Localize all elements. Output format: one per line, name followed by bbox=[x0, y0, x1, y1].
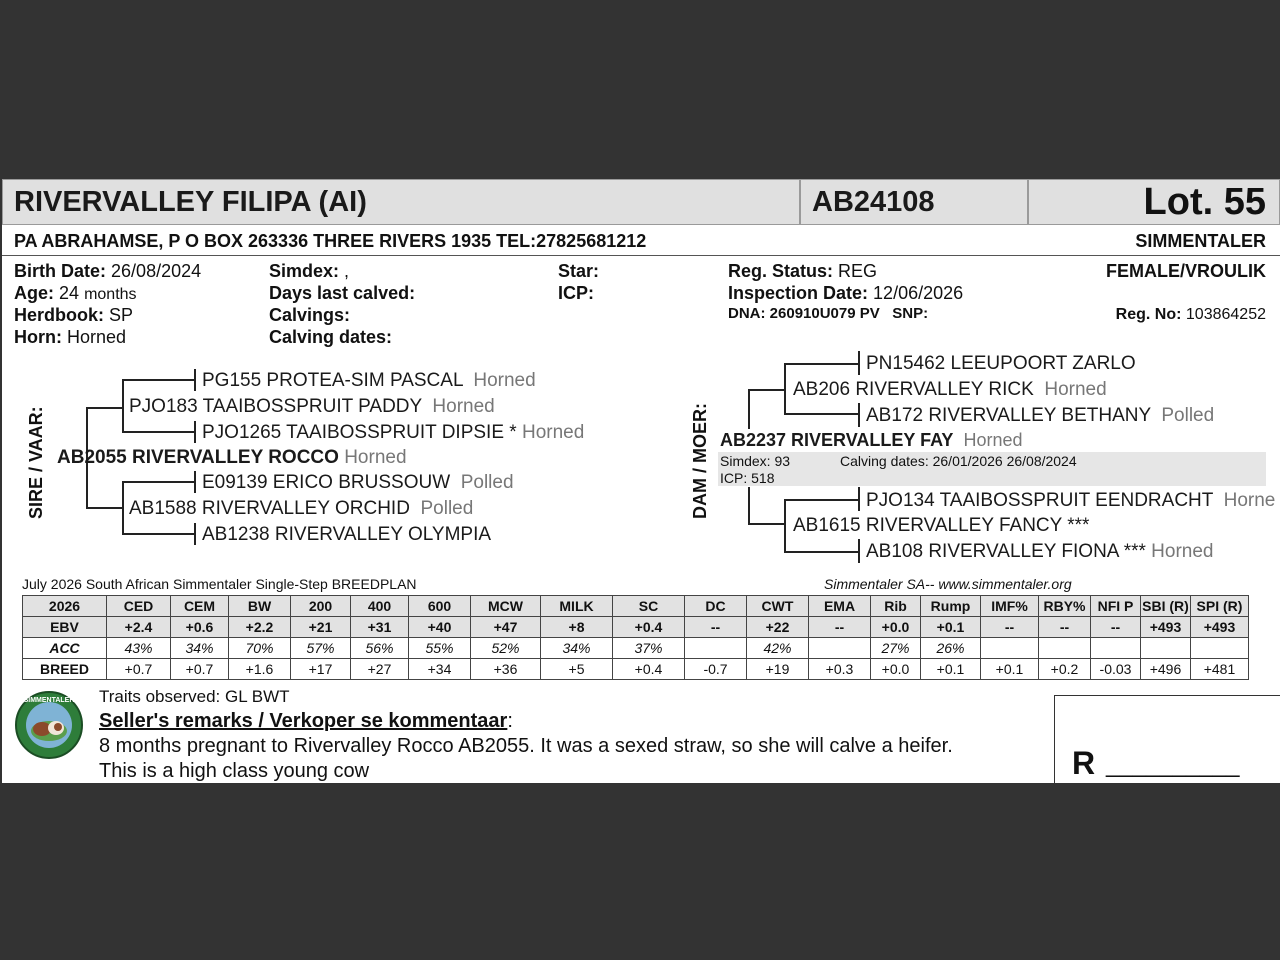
sire-dam-sire: E09139 ERICO BRUSSOUW Polled bbox=[202, 472, 514, 493]
dna-row: DNA: 260910U079 PV SNP: bbox=[728, 305, 929, 322]
ebv-cell bbox=[685, 638, 747, 659]
ebv-header-cell: DC bbox=[685, 596, 747, 617]
ebv-cell: 43% bbox=[107, 638, 171, 659]
reg-status-row: Reg. Status: REG bbox=[728, 261, 878, 281]
dam-side-label: DAM / MOER: bbox=[690, 403, 710, 519]
dam-sire-sire: PN15462 LEEUPOORT ZARLO bbox=[866, 353, 1136, 374]
ebv-header-cell: 2026 bbox=[23, 596, 107, 617]
sire-side-label: SIRE / VAAR: bbox=[26, 406, 46, 519]
sire-line bbox=[194, 369, 196, 391]
ebv-cell: +17 bbox=[291, 659, 351, 680]
sire-line bbox=[122, 379, 124, 433]
remarks-line-1: 8 months pregnant to Rivervalley Rocco AB2055. It was a sexed straw, so she will calve a heifer. bbox=[99, 735, 953, 757]
breed-name: SIMMENTALER bbox=[1135, 231, 1266, 251]
dam-name: AB2237 RIVERVALLEY FAY Horned bbox=[720, 430, 1023, 450]
simdex-row: Simdex: , bbox=[269, 261, 350, 281]
ebv-row bbox=[23, 659, 1249, 680]
ebv-header-cell: MILK bbox=[541, 596, 613, 617]
dam-line bbox=[784, 363, 786, 415]
ebv-cell: 42% bbox=[747, 638, 809, 659]
sire-line bbox=[194, 471, 196, 493]
ebv-cell: -- bbox=[1091, 617, 1141, 638]
ebv-header-cell: IMF% bbox=[981, 596, 1039, 617]
simmentaler-logo bbox=[14, 691, 84, 759]
ebv-cell: +2.2 bbox=[229, 617, 291, 638]
ebv-cell bbox=[1039, 638, 1091, 659]
sire-line bbox=[122, 533, 196, 535]
sire-sire: PJO183 TAAIBOSSPRUIT PADDY Horned bbox=[129, 396, 495, 417]
sire-dam-dam: AB1238 RIVERVALLEY OLYMPIA bbox=[202, 524, 492, 545]
ebv-row bbox=[23, 617, 1249, 638]
dam-line bbox=[748, 523, 786, 525]
inspection-row: Inspection Date: 12/06/2026 bbox=[728, 283, 964, 303]
ebv-cell: +34 bbox=[409, 659, 471, 680]
dam-simdex: Simdex: 93 bbox=[720, 453, 791, 469]
sire-name: AB2055 RIVERVALLEY ROCCO Horned bbox=[57, 447, 407, 468]
ebv-cell: +0.4 bbox=[613, 659, 685, 680]
ebv-cell: +40 bbox=[409, 617, 471, 638]
sire-line bbox=[122, 379, 196, 381]
ebv-cell: 56% bbox=[351, 638, 409, 659]
dam-dam-sire: PJO134 TAAIBOSSPRUIT EENDRACHT Horne bbox=[866, 490, 1276, 511]
ebv-header-cell: Rib bbox=[871, 596, 921, 617]
ebv-header-cell: CWT bbox=[747, 596, 809, 617]
ebv-cell: 70% bbox=[229, 638, 291, 659]
ebv-table-body bbox=[23, 596, 1249, 680]
ebv-cell: -- bbox=[809, 617, 871, 638]
ebv-cell: +0.1 bbox=[981, 659, 1039, 680]
animal-id: AB24108 bbox=[812, 186, 935, 218]
ebv-header-cell: SC bbox=[613, 596, 685, 617]
breedplan-website: Simmentaler SA-- www.simmentaler.org bbox=[824, 576, 1072, 592]
herdbook-row: Herdbook: SP bbox=[14, 305, 134, 325]
ebv-header-cell: Rump bbox=[921, 596, 981, 617]
animal-name: RIVERVALLEY FILIPA (AI) bbox=[14, 186, 367, 218]
owner-address: PA ABRAHAMSE, P O BOX 263336 THREE RIVERS 1935 TEL:27825681212 bbox=[14, 231, 647, 251]
sex-label: FEMALE/VROULIK bbox=[1106, 261, 1266, 281]
ebv-cell: +27 bbox=[351, 659, 409, 680]
ebv-cell: +47 bbox=[471, 617, 541, 638]
dam-line bbox=[784, 413, 860, 415]
ebv-cell: 34% bbox=[171, 638, 229, 659]
ebv-cell: 26% bbox=[921, 638, 981, 659]
sire-sire-dam: PJO1265 TAAIBOSSPRUIT DIPSIE * Horned bbox=[202, 422, 585, 443]
sire-line bbox=[122, 431, 196, 433]
sire-sire-sire: PG155 PROTEA-SIM PASCAL Horned bbox=[202, 370, 536, 391]
ebv-cell: +31 bbox=[351, 617, 409, 638]
dam-line bbox=[748, 389, 750, 429]
sire-line bbox=[122, 481, 124, 535]
ebv-cell bbox=[1191, 638, 1249, 659]
ebv-cell: -- bbox=[981, 617, 1039, 638]
dam-sire: AB206 RIVERVALLEY RICK Horned bbox=[793, 379, 1107, 400]
ebv-header-cell: CED bbox=[107, 596, 171, 617]
ebv-cell bbox=[1091, 638, 1141, 659]
sire-line bbox=[86, 507, 124, 509]
lot-number: Lot. 55 bbox=[1143, 181, 1266, 223]
sire-line bbox=[194, 421, 196, 443]
dam-line bbox=[748, 389, 786, 391]
icp-label: ICP: bbox=[558, 283, 594, 303]
dam-line bbox=[784, 499, 786, 553]
ebv-cell: 27% bbox=[871, 638, 921, 659]
ebv-cell: +5 bbox=[541, 659, 613, 680]
ebv-cell: +19 bbox=[747, 659, 809, 680]
ebv-header-cell: CEM bbox=[171, 596, 229, 617]
dam-line bbox=[858, 539, 860, 563]
ebv-cell: +496 bbox=[1141, 659, 1191, 680]
horn-row: Horn: Horned bbox=[14, 327, 127, 347]
calvings-label: Calvings: bbox=[269, 305, 351, 325]
sire-line bbox=[86, 407, 124, 409]
remarks-heading: Seller's remarks / Verkoper se kommentaar: bbox=[99, 710, 513, 732]
ebv-cell: +36 bbox=[471, 659, 541, 680]
ebv-cell: +2.4 bbox=[107, 617, 171, 638]
ebv-cell: -- bbox=[685, 617, 747, 638]
ebv-header-cell: 600 bbox=[409, 596, 471, 617]
ebv-cell: +0.1 bbox=[921, 659, 981, 680]
ebv-cell: +0.4 bbox=[613, 617, 685, 638]
sire-dam: AB1588 RIVERVALLEY ORCHID Polled bbox=[129, 498, 474, 519]
ebv-cell: +481 bbox=[1191, 659, 1249, 680]
remarks-line-2: This is a high class young cow bbox=[99, 760, 370, 782]
ebv-cell: -0.03 bbox=[1091, 659, 1141, 680]
ebv-cell: +493 bbox=[1141, 617, 1191, 638]
price-currency: R bbox=[1072, 745, 1096, 781]
ebv-header-cell: BW bbox=[229, 596, 291, 617]
ebv-cell: ACC bbox=[23, 638, 107, 659]
ebv-header-cell: RBY% bbox=[1039, 596, 1091, 617]
ebv-cell: +8 bbox=[541, 617, 613, 638]
dam-line bbox=[784, 363, 860, 365]
dam-sire-dam: AB172 RIVERVALLEY BETHANY Polled bbox=[866, 405, 1215, 426]
dam-dam-dam: AB108 RIVERVALLEY FIONA *** Horned bbox=[866, 541, 1214, 562]
dam-line bbox=[858, 487, 860, 511]
svg-text:SIMMENTALER: SIMMENTALER bbox=[23, 697, 75, 704]
sire-line bbox=[194, 523, 196, 545]
ebv-cell: +0.6 bbox=[171, 617, 229, 638]
ebv-cell bbox=[809, 638, 871, 659]
reg-no-row: Reg. No: 103864252 bbox=[1115, 306, 1266, 323]
dam-line bbox=[858, 351, 860, 375]
traits-observed: Traits observed: GL BWT bbox=[99, 687, 290, 706]
star-label: Star: bbox=[558, 261, 600, 281]
dam-line bbox=[748, 487, 750, 525]
ebv-cell bbox=[1141, 638, 1191, 659]
ebv-cell: +0.0 bbox=[871, 617, 921, 638]
ebv-cell: BREED bbox=[23, 659, 107, 680]
ebv-cell bbox=[981, 638, 1039, 659]
ebv-cell: +0.3 bbox=[809, 659, 871, 680]
ebv-cell: 37% bbox=[613, 638, 685, 659]
age-row: Age: 24 months bbox=[14, 283, 137, 303]
dam-line bbox=[858, 403, 860, 427]
ebv-cell: EBV bbox=[23, 617, 107, 638]
ebv-cell: +0.2 bbox=[1039, 659, 1091, 680]
dam-line bbox=[784, 499, 860, 501]
sire-line bbox=[122, 481, 196, 483]
ebv-cell: +22 bbox=[747, 617, 809, 638]
price-blank[interactable]: __________ bbox=[1106, 751, 1240, 778]
ebv-cell: -- bbox=[1039, 617, 1091, 638]
ebv-cell: +0.7 bbox=[171, 659, 229, 680]
ebv-header-cell: NFI P bbox=[1091, 596, 1141, 617]
ebv-header-cell: SPI (R) bbox=[1191, 596, 1249, 617]
lot-card bbox=[2, 179, 1280, 783]
ebv-header-cell: SBI (R) bbox=[1141, 596, 1191, 617]
ebv-header-row bbox=[23, 596, 1249, 617]
ebv-cell: +0.0 bbox=[871, 659, 921, 680]
dam-dam: AB1615 RIVERVALLEY FANCY *** bbox=[793, 515, 1090, 536]
ebv-cell: +21 bbox=[291, 617, 351, 638]
ebv-cell: +0.7 bbox=[107, 659, 171, 680]
dam-calving-dates: Calving dates: 26/01/2026 26/08/2024 bbox=[840, 453, 1077, 469]
calving-dates-label: Calving dates: bbox=[269, 327, 393, 347]
ebv-header-cell: MCW bbox=[471, 596, 541, 617]
ebv-row bbox=[23, 638, 1249, 659]
ebv-header-cell: EMA bbox=[809, 596, 871, 617]
ebv-table bbox=[22, 595, 1249, 680]
ebv-cell: 52% bbox=[471, 638, 541, 659]
ebv-cell: -0.7 bbox=[685, 659, 747, 680]
dam-line bbox=[784, 551, 860, 553]
ebv-cell: +1.6 bbox=[229, 659, 291, 680]
ebv-cell: +0.1 bbox=[921, 617, 981, 638]
ebv-cell: 34% bbox=[541, 638, 613, 659]
ebv-cell: +493 bbox=[1191, 617, 1249, 638]
ebv-header-cell: 200 bbox=[291, 596, 351, 617]
ebv-header-cell: 400 bbox=[351, 596, 409, 617]
birth-date-row: Birth Date: 26/08/2024 bbox=[14, 261, 202, 281]
days-calved-label: Days last calved: bbox=[269, 283, 416, 303]
owner-divider bbox=[2, 255, 1280, 256]
ebv-cell: 57% bbox=[291, 638, 351, 659]
dam-icp: ICP: 518 bbox=[720, 470, 775, 486]
breedplan-caption: July 2026 South African Simmentaler Single-Step BREEDPLAN bbox=[22, 576, 417, 592]
ebv-cell: 55% bbox=[409, 638, 471, 659]
